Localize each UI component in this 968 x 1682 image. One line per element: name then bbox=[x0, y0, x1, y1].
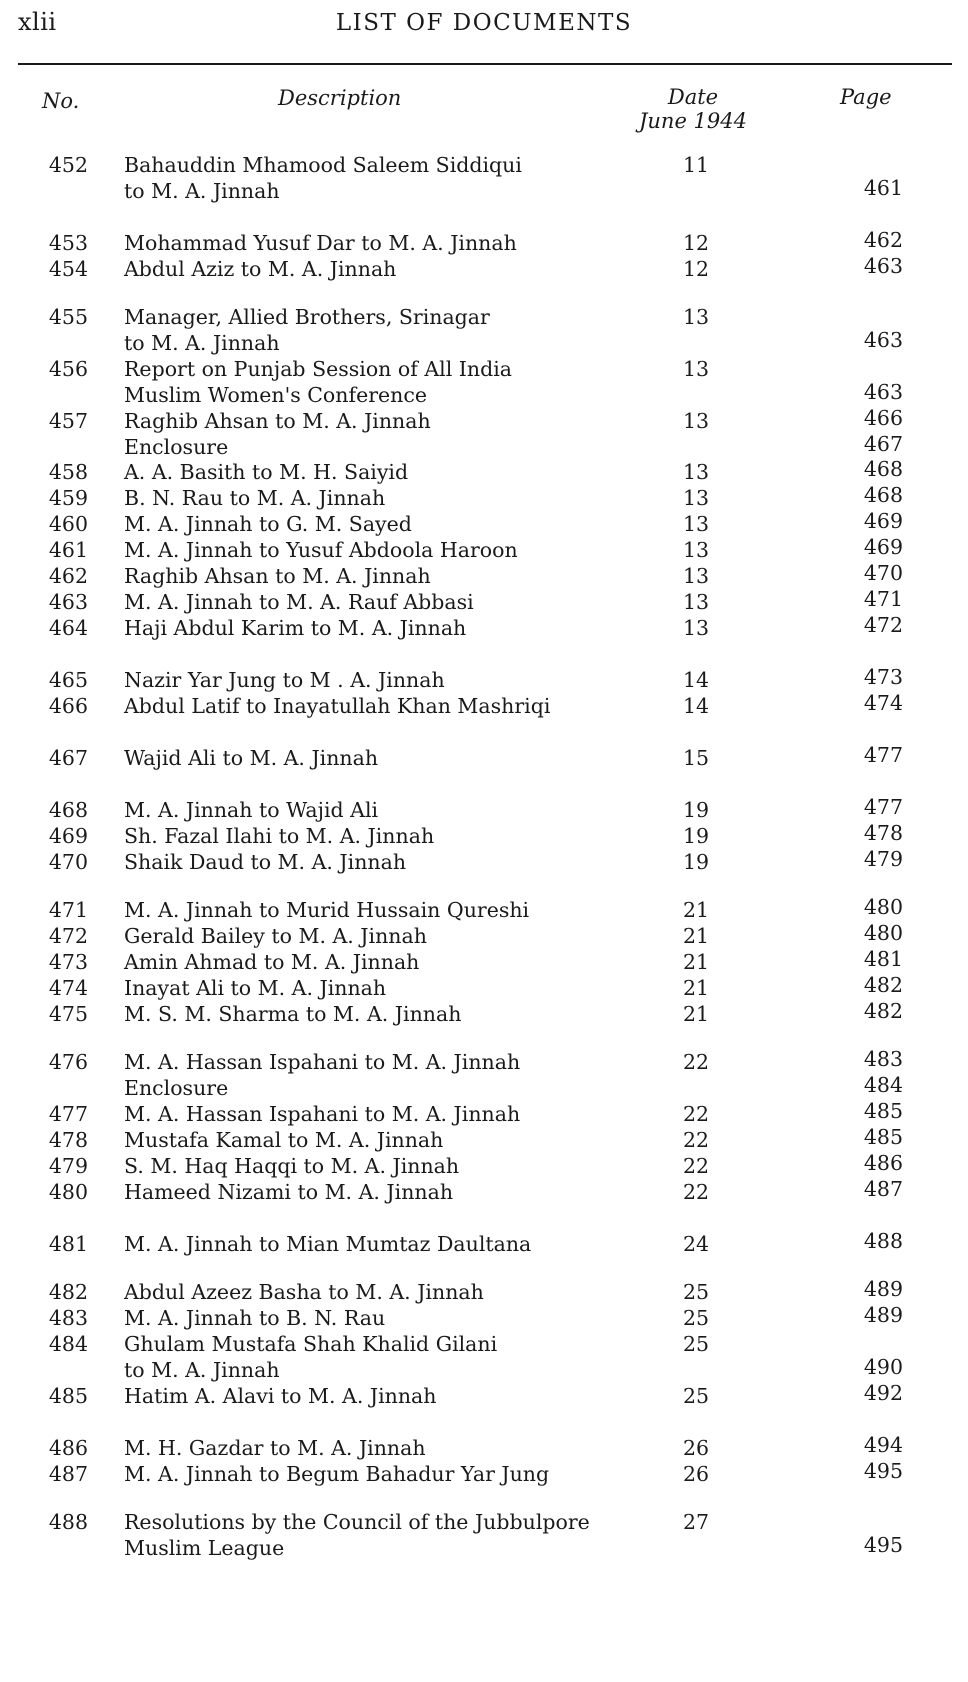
entry-description-line: M. H. Gazdar to M. A. Jinnah bbox=[124, 1436, 426, 1460]
entry-page: 463 bbox=[863, 328, 903, 352]
entry-page: 479 bbox=[863, 847, 903, 871]
entry-description-line: to M. A. Jinnah bbox=[124, 179, 280, 203]
entry-date: 11 bbox=[682, 153, 710, 177]
entry-page: 485 bbox=[863, 1125, 903, 1149]
entry-description bbox=[124, 304, 644, 356]
entry-description bbox=[124, 256, 644, 282]
entry-description-line: Mustafa Kamal to M. A. Jinnah bbox=[124, 1128, 444, 1152]
entry-date: 22 bbox=[682, 1180, 710, 1204]
entry-description bbox=[124, 667, 644, 693]
entry-date: 21 bbox=[682, 950, 710, 974]
entry-description-line: M. A. Hassan Ispahani to M. A. Jinnah bbox=[124, 1102, 521, 1126]
entry-date: 13 bbox=[682, 460, 710, 484]
column-header-no: No. bbox=[42, 89, 80, 113]
entry-date: 26 bbox=[682, 1462, 710, 1486]
entry-description-line: M. A. Jinnah to Mian Mumtaz Daultana bbox=[124, 1232, 532, 1256]
entry-description-line: Hatim A. Alavi to M. A. Jinnah bbox=[124, 1384, 437, 1408]
entry-number: 454 bbox=[48, 257, 88, 281]
entry-date: 12 bbox=[682, 257, 710, 281]
entry-date: 19 bbox=[682, 850, 710, 874]
entry-date: 13 bbox=[682, 305, 710, 329]
entry-description-line: M. A. Hassan Ispahani to M. A. Jinnah bbox=[124, 1050, 521, 1074]
entry-date: 14 bbox=[682, 668, 710, 692]
entry-number: 465 bbox=[48, 668, 88, 692]
entry-description bbox=[124, 1383, 644, 1409]
entry-description bbox=[124, 1127, 644, 1153]
entry-description-line: Sh. Fazal Ilahi to M. A. Jinnah bbox=[124, 824, 435, 848]
entry-description bbox=[124, 949, 644, 975]
entry-number: 461 bbox=[48, 538, 88, 562]
entry-date: 13 bbox=[682, 357, 710, 381]
entry-description-line: A. A. Basith to M. H. Saiyid bbox=[124, 460, 409, 484]
entry-description bbox=[124, 589, 644, 615]
column-header-description: Description bbox=[278, 86, 402, 110]
entry-page: 481 bbox=[863, 947, 903, 971]
entry-page: 480 bbox=[863, 921, 903, 945]
entry-date: 19 bbox=[682, 798, 710, 822]
entry-description-line: Resolutions by the Council of the Jubbulpore bbox=[124, 1510, 590, 1534]
entry-date: 25 bbox=[682, 1306, 710, 1330]
entry-description bbox=[124, 408, 644, 460]
entry-description bbox=[124, 230, 644, 256]
entry-date: 13 bbox=[682, 409, 710, 433]
entry-number: 473 bbox=[48, 950, 88, 974]
entry-page: 486 bbox=[863, 1151, 903, 1175]
entry-description bbox=[124, 485, 644, 511]
entry-date: 21 bbox=[682, 898, 710, 922]
entry-number: 475 bbox=[48, 1002, 88, 1026]
entry-page: 473 bbox=[863, 665, 903, 689]
entry-description-line: Gerald Bailey to M. A. Jinnah bbox=[124, 924, 427, 948]
entry-page: 495 bbox=[863, 1533, 903, 1557]
entry-page: 484 bbox=[863, 1073, 903, 1097]
entry-date: 25 bbox=[682, 1384, 710, 1408]
entry-description-line: Nazir Yar Jung to M . A. Jinnah bbox=[124, 668, 445, 692]
entry-date: 21 bbox=[682, 976, 710, 1000]
entry-page: 490 bbox=[863, 1355, 903, 1379]
entry-page: 466 bbox=[863, 406, 903, 430]
entry-description bbox=[124, 1153, 644, 1179]
entry-description bbox=[124, 975, 644, 1001]
entry-number: 485 bbox=[48, 1384, 88, 1408]
entry-date: 22 bbox=[682, 1102, 710, 1126]
entry-number: 472 bbox=[48, 924, 88, 948]
entry-page: 495 bbox=[863, 1459, 903, 1483]
entry-description bbox=[124, 797, 644, 823]
entry-page: 461 bbox=[863, 176, 903, 200]
entry-date: 12 bbox=[682, 231, 710, 255]
entry-date: 27 bbox=[682, 1510, 710, 1534]
entry-number: 469 bbox=[48, 824, 88, 848]
entry-page: 472 bbox=[863, 613, 903, 637]
entry-description-line: Haji Abdul Karim to M. A. Jinnah bbox=[124, 616, 467, 640]
entry-description-line: Report on Punjab Session of All India bbox=[124, 357, 512, 381]
entry-description-line: Bahauddin Mhamood Saleem Siddiqui bbox=[124, 153, 522, 177]
entry-number: 486 bbox=[48, 1436, 88, 1460]
entry-date: 26 bbox=[682, 1436, 710, 1460]
entry-description-line: Hameed Nizami to M. A. Jinnah bbox=[124, 1180, 454, 1204]
entry-number: 453 bbox=[48, 231, 88, 255]
column-header-date-sub: June 1944 bbox=[638, 109, 747, 133]
entry-date: 13 bbox=[682, 538, 710, 562]
entry-page: 471 bbox=[863, 587, 903, 611]
entry-page: 470 bbox=[863, 561, 903, 585]
entry-number: 468 bbox=[48, 798, 88, 822]
entry-number: 479 bbox=[48, 1154, 88, 1178]
entry-number: 484 bbox=[48, 1332, 88, 1356]
entry-description bbox=[124, 1331, 644, 1383]
entry-description-line: M. A. Jinnah to Wajid Ali bbox=[124, 798, 379, 822]
entry-page: 469 bbox=[863, 509, 903, 533]
entry-description bbox=[124, 923, 644, 949]
entry-description bbox=[124, 1231, 644, 1257]
entry-description bbox=[124, 356, 644, 408]
entry-number: 457 bbox=[48, 409, 88, 433]
entry-date: 21 bbox=[682, 924, 710, 948]
entry-number: 471 bbox=[48, 898, 88, 922]
entry-description-line: M. S. M. Sharma to M. A. Jinnah bbox=[124, 1002, 462, 1026]
entry-number: 467 bbox=[48, 746, 88, 770]
entry-number: 476 bbox=[48, 1050, 88, 1074]
entry-number: 478 bbox=[48, 1128, 88, 1152]
entry-description bbox=[124, 1101, 644, 1127]
column-header-date-label: Date bbox=[667, 85, 719, 109]
entry-number: 481 bbox=[48, 1232, 88, 1256]
entry-date: 13 bbox=[682, 564, 710, 588]
entry-description bbox=[124, 511, 644, 537]
entry-number: 459 bbox=[48, 486, 88, 510]
entry-number: 466 bbox=[48, 694, 88, 718]
entry-date: 13 bbox=[682, 590, 710, 614]
entry-date: 22 bbox=[682, 1050, 710, 1074]
column-header-page: Page bbox=[840, 85, 892, 109]
entry-date: 22 bbox=[682, 1154, 710, 1178]
entry-date: 21 bbox=[682, 1002, 710, 1026]
entry-description-line: to M. A. Jinnah bbox=[124, 331, 280, 355]
entry-page: 489 bbox=[863, 1277, 903, 1301]
entry-description bbox=[124, 537, 644, 563]
entry-description bbox=[124, 563, 644, 589]
entry-number: 456 bbox=[48, 357, 88, 381]
entry-description-line: Manager, Allied Brothers, Srinagar bbox=[124, 305, 490, 329]
entry-number: 487 bbox=[48, 1462, 88, 1486]
entry-page: 488 bbox=[863, 1229, 903, 1253]
entry-number: 462 bbox=[48, 564, 88, 588]
entry-description-line: Raghib Ahsan to M. A. Jinnah bbox=[124, 409, 431, 433]
entry-description-line: M. A. Jinnah to Yusuf Abdoola Haroon bbox=[124, 538, 518, 562]
entry-description bbox=[124, 152, 644, 204]
entry-page: 474 bbox=[863, 691, 903, 715]
entry-description bbox=[124, 615, 644, 641]
entry-page: 463 bbox=[863, 254, 903, 278]
entry-description-line: Abdul Azeez Basha to M. A. Jinnah bbox=[124, 1280, 484, 1304]
entry-date: 15 bbox=[682, 746, 710, 770]
entry-description-line: Inayat Ali to M. A. Jinnah bbox=[124, 976, 387, 1000]
entry-description bbox=[124, 897, 644, 923]
entry-page: 463 bbox=[863, 380, 903, 404]
entry-number: 483 bbox=[48, 1306, 88, 1330]
entry-date: 25 bbox=[682, 1332, 710, 1356]
entry-description bbox=[124, 1461, 644, 1487]
entry-date: 25 bbox=[682, 1280, 710, 1304]
entry-date: 13 bbox=[682, 512, 710, 536]
entry-description-line: Mohammad Yusuf Dar to M. A. Jinnah bbox=[124, 231, 517, 255]
entry-page: 462 bbox=[863, 228, 903, 252]
entry-description bbox=[124, 1305, 644, 1331]
entry-date: 13 bbox=[682, 486, 710, 510]
entry-date: 14 bbox=[682, 694, 710, 718]
entry-description-line: M. A. Jinnah to Murid Hussain Qureshi bbox=[124, 898, 530, 922]
entry-description-line: Enclosure bbox=[124, 435, 229, 459]
entry-date: 13 bbox=[682, 616, 710, 640]
entry-description-line: M. A. Jinnah to G. M. Sayed bbox=[124, 512, 412, 536]
entry-number: 464 bbox=[48, 616, 88, 640]
entry-date: 19 bbox=[682, 824, 710, 848]
running-title: LIST OF DOCUMENTS bbox=[335, 10, 633, 36]
entry-page: 468 bbox=[863, 457, 903, 481]
entry-description bbox=[124, 849, 644, 875]
entry-description bbox=[124, 693, 644, 719]
entry-page: 467 bbox=[863, 432, 903, 456]
entry-description bbox=[124, 1001, 644, 1027]
entry-page: 494 bbox=[863, 1433, 903, 1457]
entry-date: 24 bbox=[682, 1232, 710, 1256]
entry-description bbox=[124, 1509, 644, 1561]
entry-page: 480 bbox=[863, 895, 903, 919]
entry-description-line: Shaik Daud to M. A. Jinnah bbox=[124, 850, 407, 874]
entry-description-line: M. A. Jinnah to B. N. Rau bbox=[124, 1306, 386, 1330]
entry-page: 492 bbox=[863, 1381, 903, 1405]
entry-page: 477 bbox=[863, 743, 903, 767]
entry-page: 469 bbox=[863, 535, 903, 559]
entry-description-line: Abdul Aziz to M. A. Jinnah bbox=[124, 257, 397, 281]
entry-page: 478 bbox=[863, 821, 903, 845]
entry-number: 458 bbox=[48, 460, 88, 484]
entry-description bbox=[124, 1049, 644, 1101]
entry-description-line: Wajid Ali to M. A. Jinnah bbox=[124, 746, 379, 770]
entry-description-line: to M. A. Jinnah bbox=[124, 1358, 280, 1382]
entry-description-line: Muslim Women's Conference bbox=[124, 383, 427, 407]
entry-page: 489 bbox=[863, 1303, 903, 1327]
entry-page: 482 bbox=[863, 973, 903, 997]
entry-description-line: B. N. Rau to M. A. Jinnah bbox=[124, 486, 386, 510]
entry-description-line: Amin Ahmad to M. A. Jinnah bbox=[124, 950, 420, 974]
entry-page: 485 bbox=[863, 1099, 903, 1123]
entry-number: 482 bbox=[48, 1280, 88, 1304]
entry-description bbox=[124, 745, 644, 771]
entry-description bbox=[124, 1179, 644, 1205]
entry-description-line: Abdul Latif to Inayatullah Khan Mashriqi bbox=[124, 694, 551, 718]
entry-number: 477 bbox=[48, 1102, 88, 1126]
entry-number: 460 bbox=[48, 512, 88, 536]
entry-description bbox=[124, 1279, 644, 1305]
entry-number: 488 bbox=[48, 1510, 88, 1534]
entry-number: 480 bbox=[48, 1180, 88, 1204]
entry-number: 474 bbox=[48, 976, 88, 1000]
entry-page: 487 bbox=[863, 1177, 903, 1201]
entry-number: 452 bbox=[48, 153, 88, 177]
entry-description-line: S. M. Haq Haqqi to M. A. Jinnah bbox=[124, 1154, 460, 1178]
entry-description bbox=[124, 823, 644, 849]
page-number: xlii bbox=[18, 8, 57, 36]
entry-page: 483 bbox=[863, 1047, 903, 1071]
entry-number: 470 bbox=[48, 850, 88, 874]
entry-page: 482 bbox=[863, 999, 903, 1023]
entry-description-line: M. A. Jinnah to Begum Bahadur Yar Jung bbox=[124, 1462, 550, 1486]
entry-description-line: Enclosure bbox=[124, 1076, 229, 1100]
entry-description-line: Ghulam Mustafa Shah Khalid Gilani bbox=[124, 1332, 498, 1356]
entry-page: 468 bbox=[863, 483, 903, 507]
entry-description-line: Muslim League bbox=[124, 1536, 285, 1560]
entry-description-line: Raghib Ahsan to M. A. Jinnah bbox=[124, 564, 431, 588]
entry-page: 477 bbox=[863, 795, 903, 819]
entry-date: 22 bbox=[682, 1128, 710, 1152]
entry-description bbox=[124, 459, 644, 485]
entry-description-line: M. A. Jinnah to M. A. Rauf Abbasi bbox=[124, 590, 474, 614]
entry-description bbox=[124, 1435, 644, 1461]
entry-number: 455 bbox=[48, 305, 88, 329]
entry-number: 463 bbox=[48, 590, 88, 614]
